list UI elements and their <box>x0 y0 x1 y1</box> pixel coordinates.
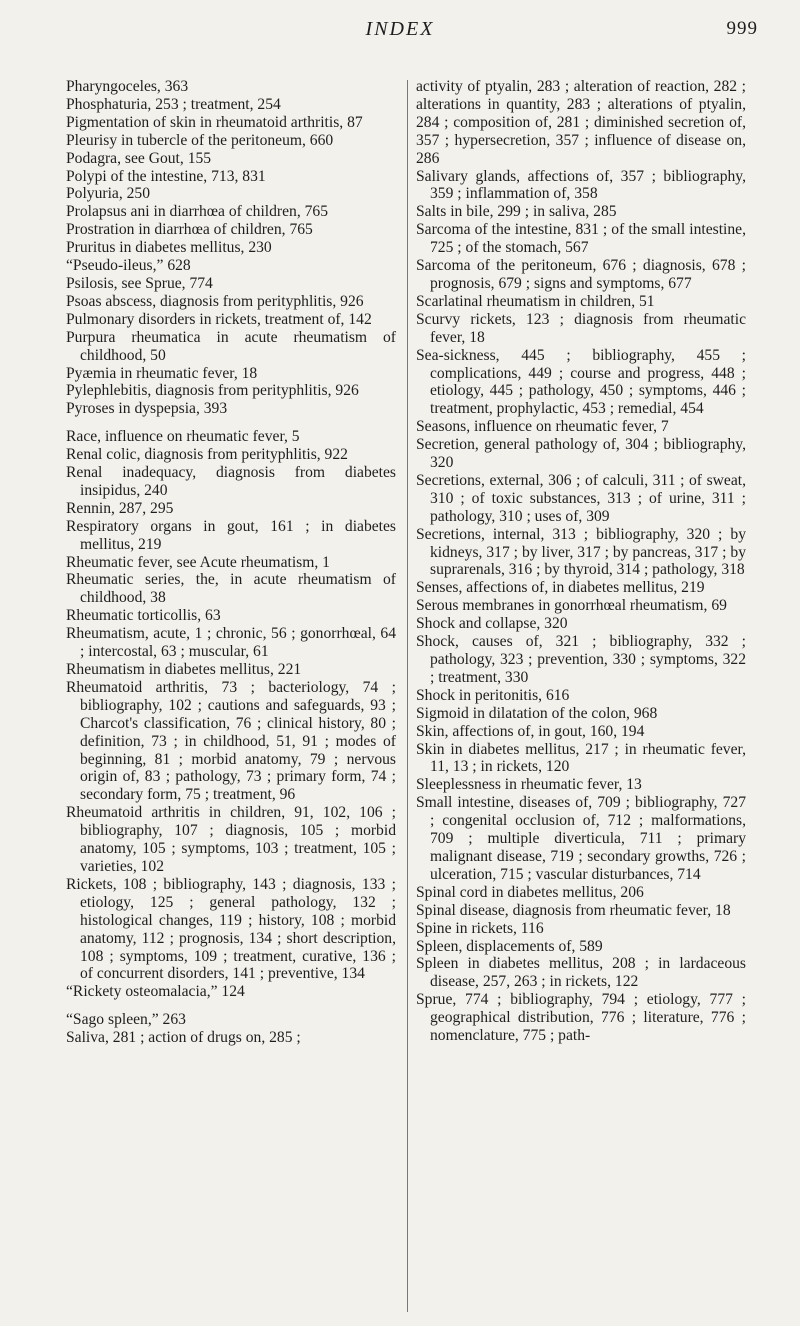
index-entry: Sprue, 774 ; bibliography, 794 ; etiology, 777 ; geographical distribution, 776 ; literature, 776 ; nomenclature, 775 ; path- <box>416 991 746 1045</box>
index-entry: Sarcoma of the peritoneum, 676 ; diagnosis, 678 ; prognosis, 679 ; signs and symptoms, 677 <box>416 257 746 292</box>
index-entry: Saliva, 281 ; action of drugs on, 285 ; <box>66 1029 301 1047</box>
index-entry: Pharyngoceles, 363 <box>66 78 189 95</box>
index-entry: Salts in bile, 299 ; in saliva, 285 <box>416 203 617 221</box>
index-entry: Scurvy rickets, 123 ; diagnosis from rheumatic fever, 18 <box>416 310 746 346</box>
index-entry: Psoas abscess, diagnosis from perityphlitis, 926 <box>66 292 364 310</box>
page-header <box>0 14 800 48</box>
index-entry: Rickets, 108 ; bibliography, 143 ; diagnosis, 133 ; etiology, 125 ; general pathology, 132 ; histological changes, 119 ; history, 108 ; morbid anatomy, 112 ; prognosis, 134 ; short description, 108 ; symptoms, 109 ; treatment, curative, 136 ; of concurrent disorders, 141 ; preventive, 134 <box>66 875 396 983</box>
index-entry-continuation: activity of ptyalin, 283 ; alteration of reaction, 282 ; alterations in quantity, 283 ; alterations of ptyalin, 284 ; composition of, 281 ; diminished secretion of, 357 ; hypersecretion, 357 ; influence of disease on, 286 <box>416 78 746 167</box>
index-entry: Salivary glands, affections of, 357 ; bibliography, 359 ; inflammation of, 358 <box>416 167 746 203</box>
index-entry: Renal inadequacy, diagnosis from diabetes insipidus, 240 <box>66 464 396 499</box>
index-entry: Phosphaturia, 253 ; treatment, 254 <box>66 95 281 113</box>
index-entry: Rheumatism, acute, 1 ; chronic, 56 ; gonorrhœal, 64 ; intercostal, 63 ; muscular, 61 <box>66 625 396 661</box>
index-entry: Spinal cord in diabetes mellitus, 206 <box>416 883 644 901</box>
index-entry: Rennin, 287, 295 <box>66 499 174 517</box>
index-entry: Pigmentation of skin in rheumatoid arthritis, 87 <box>66 113 363 131</box>
index-entry: Seasons, influence on rheumatic fever, 7 <box>416 418 669 436</box>
index-entry: Rheumatism in diabetes mellitus, 221 <box>66 661 302 678</box>
index-entry: “Pseudo-ileus,” 628 <box>66 257 191 275</box>
index-entry: “Rickety osteomalacia,” 124 <box>66 983 245 1001</box>
index-entry: Rheumatic torticollis, 63 <box>66 607 221 625</box>
index-entry: Sarcoma of the intestine, 831 ; of the small intestine, 725 ; of the stomach, 567 <box>416 221 746 257</box>
index-entry: Psilosis, see Sprue, 774 <box>66 274 213 292</box>
index-entry: Spinal disease, diagnosis from rheumatic fever, 18 <box>416 901 731 919</box>
index-entry: Sea-sickness, 445 ; bibliography, 455 ; complications, 449 ; course and progress, 448 ; etiology, 445 ; pathology, 450 ; symptoms, 446 ; treatment, prophylactic, 453 ; remedial, 454 <box>416 346 746 418</box>
index-entry: “Sago spleen,” 263 <box>66 1011 186 1029</box>
index-entry: Pyæmia in rheumatic fever, 18 <box>66 364 258 382</box>
index-entry: Sigmoid in dilatation of the colon, 968 <box>416 704 658 722</box>
index-entry: Purpura rheumatica in acute rheumatism of childhood, 50 <box>66 328 396 364</box>
index-entry: Rheumatic fever, see Acute rheumatism, 1 <box>66 553 330 571</box>
index-entry: Secretions, external, 306 ; of calculi, 311 ; of sweat, 310 ; of toxic substances, 313 ; of urine, 311 ; pathology, 310 ; uses of, 309 <box>416 471 746 525</box>
index-entry: Pyroses in dyspepsia, 393 <box>66 400 228 418</box>
running-title: INDEX <box>365 18 435 40</box>
index-entry: Pulmonary disorders in rickets, treatment of, 142 <box>66 310 372 328</box>
index-entry: Skin in diabetes mellitus, 217 ; in rheumatic fever, 11, 13 ; in rickets, 120 <box>416 740 746 776</box>
index-entry: Small intestine, diseases of, 709 ; bibliography, 727 ; congenital occlusion of, 712 ; malformations, 709 ; multiple diverticula, 711 ; primary malignant disease, 719 ; secondary growths, 726 ; ulceration, 715 ; vascular disturbances, 714 <box>416 794 746 883</box>
index-entry: Spine in rickets, 116 <box>416 919 544 937</box>
index-entry: Prostration in diarrhœa of children, 765 <box>66 221 313 239</box>
index-entry: Spleen, displacements of, 589 <box>416 937 603 955</box>
index-entry: Serous membranes in gonorrhœal rheumatism, 69 <box>416 597 727 615</box>
index-entry: Race, influence on rheumatic fever, 5 <box>66 428 300 446</box>
index-entry: Polyuria, 250 <box>66 185 151 203</box>
index-entry: Rheumatoid arthritis in children, 91, 102, 106 ; bibliography, 107 ; diagnosis, 105 ; morbid anatomy, 105 ; symptoms, 103 ; treatment, 105 ; varieties, 102 <box>66 804 396 875</box>
index-entry: Polypi of the intestine, 713, 831 <box>66 167 266 185</box>
index-column-right <box>416 78 746 1045</box>
index-entry: Podagra, see Gout, 155 <box>66 149 212 167</box>
index-entry: Rheumatoid arthritis, 73 ; bacteriology, 74 ; bibliography, 102 ; cautions and safeguards, 93 ; Charcot's classification, 76 ; clinical history, 80 ; definition, 73 ; in childhood, 51, 91 ; modes of beginning, 81 ; morbid anatomy, 79 ; nervous origin of, 83 ; pathology, 73 ; primary form, 74 ; secondary form, 75 ; treatment, 96 <box>66 678 396 804</box>
index-entry: Pleurisy in tubercle of the peritoneum, 660 <box>66 131 334 149</box>
index-column-left <box>66 78 396 1047</box>
column-divider <box>407 80 408 1312</box>
index-entry: Scarlatinal rheumatism in children, 51 <box>416 292 655 310</box>
index-entry: Shock in peritonitis, 616 <box>416 686 570 704</box>
index-entry: Shock, causes of, 321 ; bibliography, 332 ; pathology, 323 ; prevention, 330 ; symptoms, 322 ; treatment, 330 <box>416 633 746 686</box>
index-entry: Pruritus in diabetes mellitus, 230 <box>66 239 272 257</box>
index-entry: Renal colic, diagnosis from perityphlitis, 922 <box>66 446 348 464</box>
index-entry: Respiratory organs in gout, 161 ; in diabetes mellitus, 219 <box>66 517 396 553</box>
index-entry: Shock and collapse, 320 <box>416 615 568 633</box>
index-entry: Sleeplessness in rheumatic fever, 13 <box>416 776 642 794</box>
page-number: 999 <box>726 18 758 39</box>
index-entry: Secretions, internal, 313 ; bibliography, 320 ; by kidneys, 317 ; by liver, 317 ; by pancreas, 317 ; by suprarenals, 316 ; by thyroid, 314 ; pathology, 318 <box>416 525 746 579</box>
index-entry: Spleen in diabetes mellitus, 208 ; in lardaceous disease, 257, 263 ; in rickets, 122 <box>416 955 746 991</box>
index-entry: Senses, affections of, in diabetes mellitus, 219 <box>416 579 705 597</box>
index-entry: Pylephlebitis, diagnosis from perityphlitis, 926 <box>66 382 359 400</box>
index-entry: Secretion, general pathology of, 304 ; bibliography, 320 <box>416 436 746 472</box>
index-entry: Skin, affections of, in gout, 160, 194 <box>416 722 645 740</box>
index-entry: Rheumatic series, the, in acute rheumatism of childhood, 38 <box>66 571 396 607</box>
index-entry: Prolapsus ani in diarrhœa of children, 765 <box>66 203 329 221</box>
